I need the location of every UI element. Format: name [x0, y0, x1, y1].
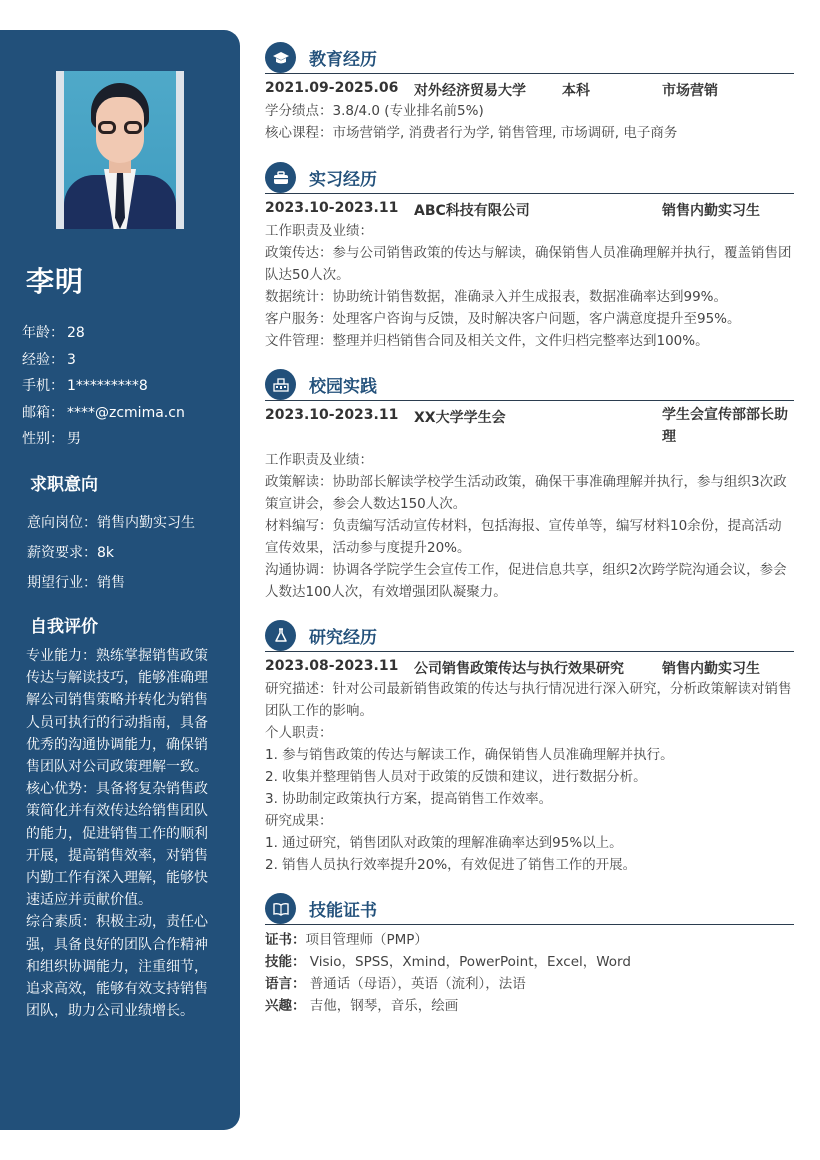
- entry-body: 研究描述：针对公司最新销售政策的传达与执行情况进行深入研究，分析政策解读对销售团队工作的影响。 个人职责： 1. 参与销售政策的传达与解读工作，确保销售人员准确理解并执行。 2. 收集并整理销售人员对于政策的反馈和建议，进行数据分析。 3. 协助制定政策执行方案，提高销售工作效率。 研究成果： 1. 通过研究，销售团队对政策的理解准确率达到95%以上。 2. 销售人员执行效率提升20%，有效促进了销售工作的开展。: [265, 681, 792, 873]
- self-evaluation: [26, 645, 218, 1022]
- self-eval-paragraph: 专业能力：熟练掌握销售政策传达与解读技巧，能够准确理解公司销售策略并转化为销售人员可执行的行动指南，具备优秀的沟通协调能力，确保销售团队对公司政策理解一致。: [26, 648, 208, 776]
- section-title: 教育经历: [309, 50, 377, 70]
- entry-header: [265, 405, 794, 449]
- entry-school: 对外经济贸易大学: [414, 83, 526, 99]
- info-age: 年龄： 28: [22, 325, 85, 341]
- section-internship: [265, 160, 794, 352]
- info-gender: 性别： 男: [22, 431, 81, 447]
- section-title: 校园实践: [309, 377, 377, 397]
- section-header: [265, 160, 794, 194]
- intent-heading: 求职意向: [30, 475, 98, 495]
- section-header: [265, 891, 794, 925]
- entry-header: [265, 198, 794, 220]
- intent-salary: 薪资要求：8k: [27, 545, 115, 561]
- skills-row-language: 语言： 普通话（母语），英语（流利），法语: [265, 976, 526, 992]
- entry-body: [265, 100, 794, 144]
- entry-org: XX大学学生会: [414, 410, 506, 426]
- skills-list: [265, 929, 794, 1017]
- skills-row-hobbies: 兴趣： 吉他，钢琴，音乐，绘画: [265, 998, 459, 1014]
- entry-company: ABC科技有限公司: [414, 203, 530, 219]
- flask-icon: [265, 620, 296, 651]
- info-phone: 手机： 1*********8: [22, 378, 148, 394]
- gpa-line: 学分绩点：3.8/4.0 (专业排名前5%): [265, 103, 484, 119]
- briefcase-icon: [265, 162, 296, 193]
- intent-industry: 期望行业：销售: [27, 575, 125, 591]
- section-title: 技能证书: [309, 901, 377, 921]
- entry-project: 公司销售政策传达与执行效果研究: [414, 661, 624, 677]
- entry-role: 学生会宣传部部长助理: [662, 407, 788, 445]
- entry-body: 工作职责及业绩： 政策传达：参与公司销售政策的传达与解读，确保销售人员准确理解并执行，覆盖销售团队达50人次。 数据统计：协助统计销售数据，准确录入并生成报表，数据准确率达到99%。 客户服务：处理客户咨询与反馈，及时解决客户问题，客户满意度提升至95%。 文件管理：整理并归档销售合同及相关文件，文件归档完整率达到100%。: [265, 223, 792, 349]
- personal-info: [22, 320, 185, 453]
- graduation-cap-icon: [265, 42, 296, 73]
- entry-role: 销售内勤实习生: [662, 203, 760, 219]
- entry-role: 销售内勤实习生: [662, 661, 760, 677]
- building-icon: [265, 369, 296, 400]
- info-email: 邮箱： ****@zcmima.cn: [22, 404, 185, 421]
- skills-row-skills: 技能： Visio，SPSS，Xmind，PowerPoint，Excel，Word: [265, 954, 631, 970]
- self-eval-paragraph: 核心优势：具备将复杂销售政策简化并有效传达给销售团队的能力，促进销售工作的顺利开展，提高销售效率，对销售内勤工作有深入理解，能够快速适应并贡献价值。: [26, 781, 208, 909]
- entry-body: 工作职责及业绩： 政策解读：协助部长解读学校学生活动政策，确保干事准确理解并执行，参与组织3次政策宣讲会，参会人数达150人次。 材料编写：负责编写活动宣传材料，包括海报、宣传单等，编写材料10余份，提高活动宣传效果，活动参与度提升20%。 沟通协调：协调各学院学生会宣传工作，促进信息共享，组织2次跨学院沟通会议，参会人数达100人次，有效增强团队凝聚力。: [265, 452, 787, 600]
- section-header: [265, 367, 794, 401]
- entry-period: 2021.09-2025.06: [265, 80, 399, 96]
- entry-header: [265, 78, 794, 100]
- self-eval-paragraph: 综合素质：积极主动，责任心强，具备良好的团队合作精神和组织协调能力，注重细节，追求高效，能够有效支持销售团队，助力公司业绩增长。: [26, 914, 208, 1020]
- avatar: [64, 71, 176, 229]
- entry-period: 2023.10-2023.11: [265, 200, 399, 216]
- job-intent: [27, 508, 195, 598]
- section-campus: [265, 367, 794, 603]
- intent-position: 意向岗位：销售内勤实习生: [27, 515, 195, 531]
- sidebar: [0, 30, 240, 1130]
- entry-major: 市场营销: [662, 83, 718, 99]
- courses-line: 核心课程：市场营销学, 消费者行为学, 销售管理, 市场调研, 电子商务: [265, 125, 678, 141]
- section-education: [265, 40, 794, 144]
- section-title: 研究经历: [309, 628, 377, 648]
- book-icon: [265, 893, 296, 924]
- section-title: 实习经历: [309, 170, 377, 190]
- entry-header: [265, 656, 794, 678]
- section-skills: [265, 891, 794, 1017]
- entry-period: 2023.10-2023.11: [265, 407, 399, 423]
- self-eval-heading: 自我评价: [30, 617, 98, 637]
- skills-row-cert: 证书：项目管理师（PMP）: [265, 932, 428, 948]
- entry-degree: 本科: [562, 83, 590, 99]
- section-research: [265, 618, 794, 876]
- section-header: [265, 618, 794, 652]
- candidate-name: 李明: [26, 265, 85, 298]
- section-header: [265, 40, 794, 74]
- info-experience: 经验： 3: [22, 351, 76, 368]
- profile-photo: [56, 71, 184, 229]
- entry-period: 2023.08-2023.11: [265, 658, 399, 674]
